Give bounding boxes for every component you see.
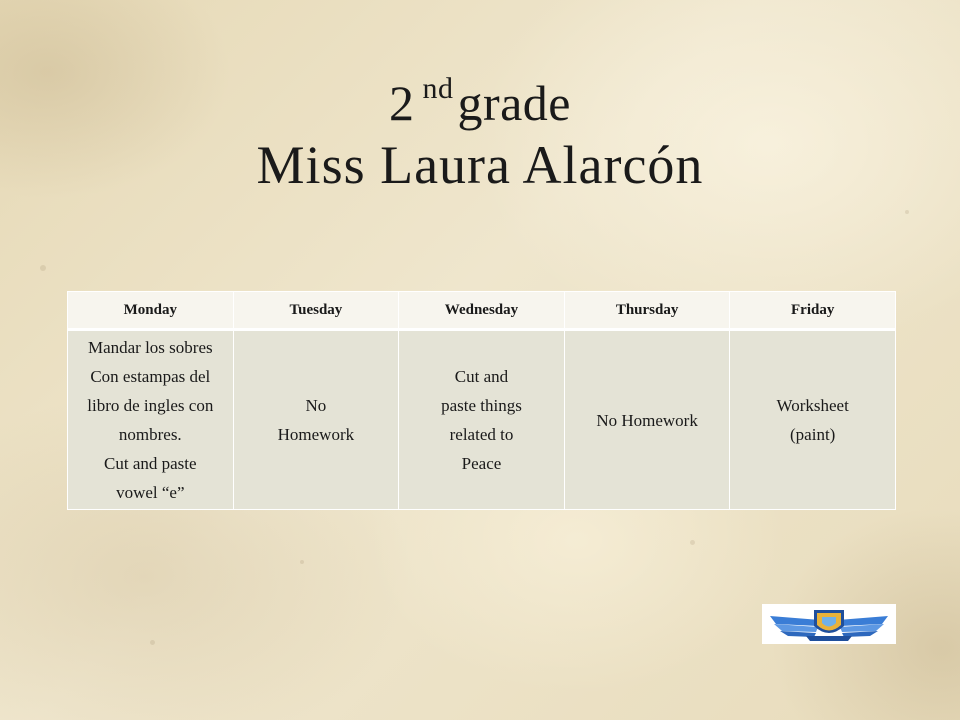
cell-friday — [730, 330, 896, 510]
parchment-speck — [690, 540, 695, 545]
header-friday: Friday — [730, 292, 896, 330]
school-logo — [762, 604, 896, 644]
cell-thursday — [564, 330, 730, 510]
cell-line: vowel “e” — [116, 483, 185, 502]
header-wednesday: Wednesday — [399, 292, 565, 330]
cell-tuesday — [233, 330, 399, 510]
cell-line: No Homework — [596, 410, 698, 430]
cell-line: Worksheet — [776, 396, 849, 415]
parchment-speck — [905, 210, 909, 214]
header-thursday: Thursday — [564, 292, 730, 330]
title-teacher-name: Miss Laura Alarcón — [256, 135, 704, 195]
cell-line: nombres. — [118, 425, 182, 444]
cell-line: Cut and paste — [104, 454, 197, 473]
cell-line: Mandar los sobres — [87, 338, 213, 357]
school-wings-logo-icon — [762, 604, 896, 644]
cell-line: Con estampas del — [90, 367, 211, 386]
cell-line: related to — [449, 425, 514, 444]
cell-line: paste things — [441, 396, 522, 415]
title-grade-line — [0, 72, 960, 131]
header-monday: Monday — [68, 292, 234, 330]
homework-table — [67, 291, 896, 510]
parchment-speck — [40, 265, 46, 271]
cell-line: Peace — [461, 454, 502, 473]
homework-row — [68, 330, 896, 510]
cell-line: libro de ingles con — [87, 396, 214, 415]
homework-header-row — [68, 292, 896, 330]
cell-monday — [68, 330, 234, 510]
parchment-speck — [150, 640, 155, 645]
cell-line: No — [305, 396, 327, 415]
title-grade-word: grade — [457, 75, 572, 131]
slide-title — [0, 72, 960, 195]
title-grade-number: 2 — [388, 75, 415, 131]
cell-line: (paint) — [790, 425, 836, 444]
cell-line: Cut and — [454, 367, 509, 386]
cell-line: Homework — [277, 425, 355, 444]
cell-wednesday — [399, 330, 565, 510]
title-grade-superscript: nd — [422, 72, 454, 105]
parchment-speck — [300, 560, 304, 564]
header-tuesday: Tuesday — [233, 292, 399, 330]
